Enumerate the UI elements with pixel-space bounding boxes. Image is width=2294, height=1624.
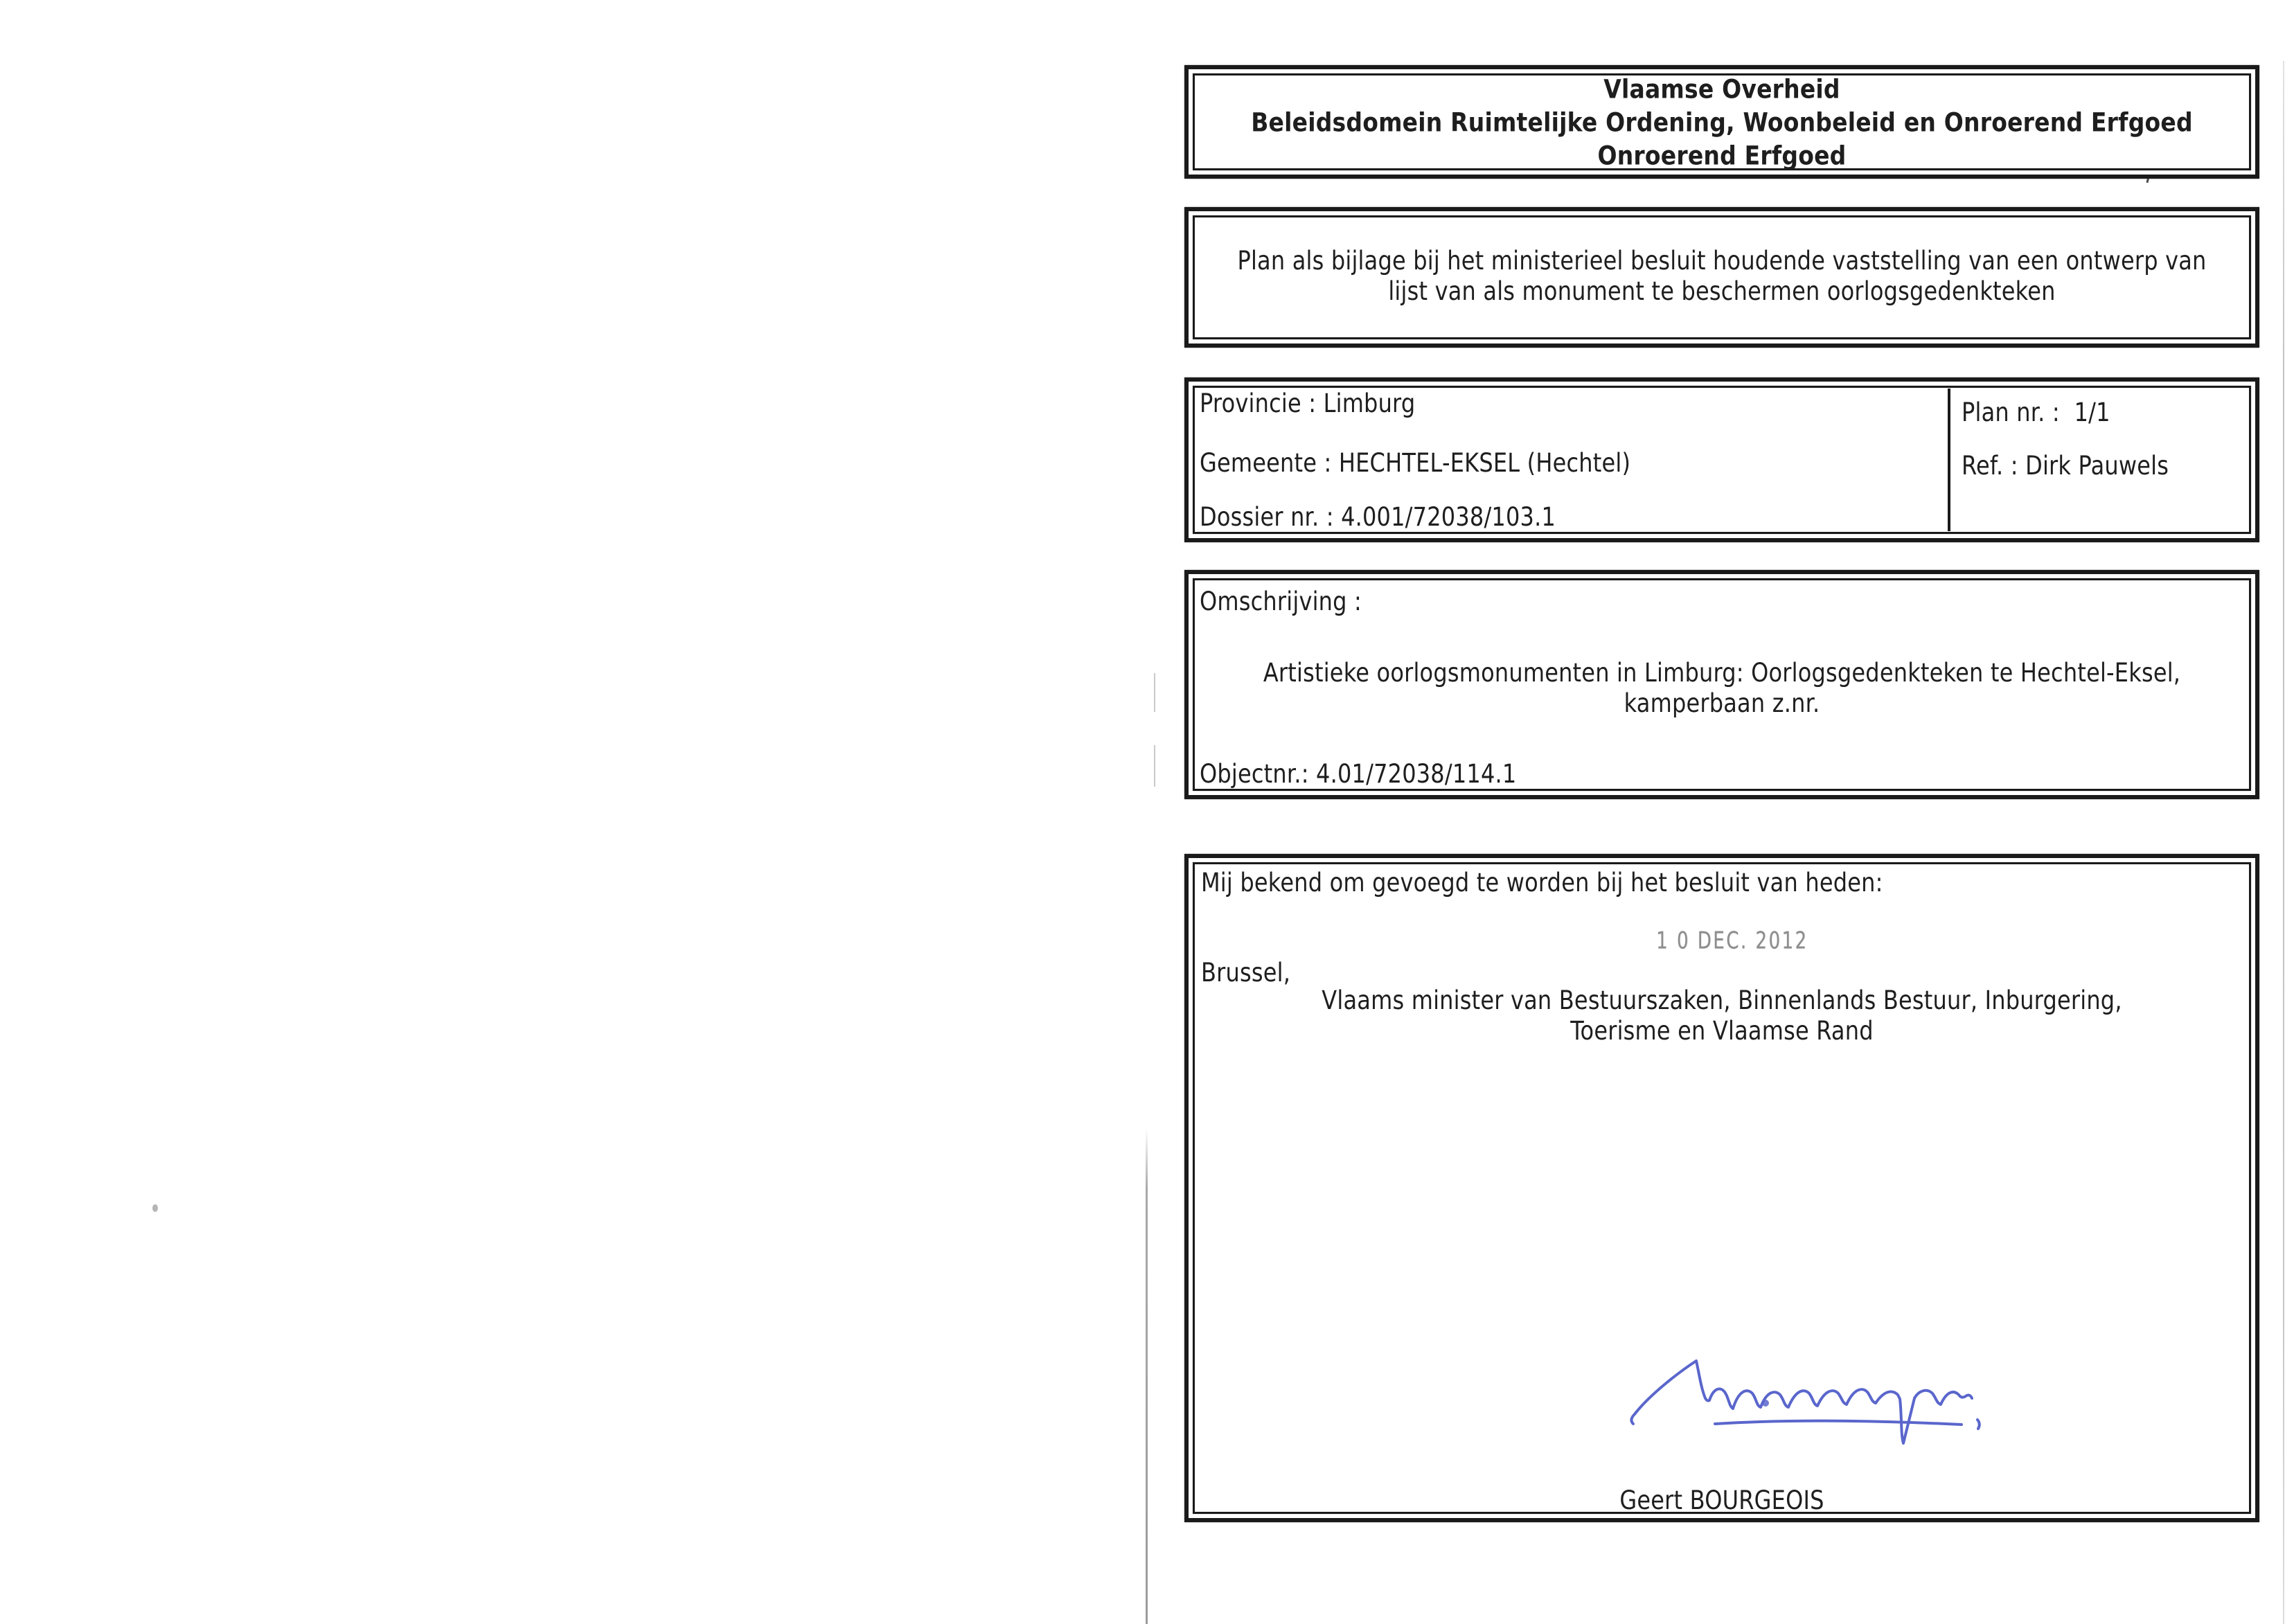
decree-intro: Mij bekend om gevoegd te worden bij het besluit van heden: xyxy=(1201,867,1883,898)
city-line: Brussel, xyxy=(1201,957,1291,988)
description-label: Omschrijving : xyxy=(1200,586,1362,617)
page-fold-dash-upper xyxy=(1154,673,1155,712)
ref-field: Ref. : Dirk Pauwels xyxy=(1962,450,2169,481)
scan-speck xyxy=(152,1204,158,1212)
letterhead-domain: Beleidsdomein Ruimtelijke Ordening, Woonbeleid en Onroerend Erfgoed xyxy=(1251,107,2193,137)
description-line1: Artistieke oorlogsmonumenten in Limburg: Oorlogsgedenkteken te Hechtel-Eksel, xyxy=(1263,657,2181,688)
decree-box xyxy=(1184,854,2259,1522)
signature-image xyxy=(1628,1357,1988,1458)
description-line2: kamperbaan z.nr. xyxy=(1624,688,1820,719)
letterhead-org: Vlaamse Overheid xyxy=(1603,73,1840,104)
page-fold-dash-lower xyxy=(1154,745,1155,787)
provincie-field: Provincie : Limburg xyxy=(1200,388,1416,419)
page-fold-line xyxy=(1146,1129,1148,1624)
page-edge-line xyxy=(2283,61,2284,1624)
header-box xyxy=(1184,65,2259,179)
date-stamp: 1 0 DEC. 2012 xyxy=(1656,927,1808,955)
minister-title-line2: Toerisme en Vlaamse Rand xyxy=(1570,1015,1874,1046)
info-box-divider xyxy=(1948,389,1950,531)
minister-title-line1: Vlaams minister van Bestuurszaken, Binnenlands Bestuur, Inburgering, xyxy=(1322,985,2122,1016)
plan-title-box xyxy=(1184,207,2259,348)
gemeente-field: Gemeente : HECHTEL-EKSEL (Hechtel) xyxy=(1200,447,1631,479)
plan-nr-field: Plan nr. : 1/1 xyxy=(1962,397,2110,428)
description-box xyxy=(1184,570,2259,799)
signatory-name: Geert BOURGEOIS xyxy=(1619,1485,1824,1516)
plan-title-line1: Plan als bijlage bij het ministerieel besluit houdende vaststelling van een ontwerp van xyxy=(1237,245,2207,276)
plan-title-line2: lijst van als monument te beschermen oorlogsgedenkteken xyxy=(1388,276,2056,307)
objectnr-field: Objectnr.: 4.01/72038/114.1 xyxy=(1200,758,1517,789)
dossier-field: Dossier nr. : 4.001/72038/103.1 xyxy=(1200,501,1556,533)
letterhead-agency: Onroerend Erfgoed xyxy=(1597,140,1847,170)
info-box xyxy=(1184,377,2259,542)
letterhead xyxy=(1195,70,2249,174)
